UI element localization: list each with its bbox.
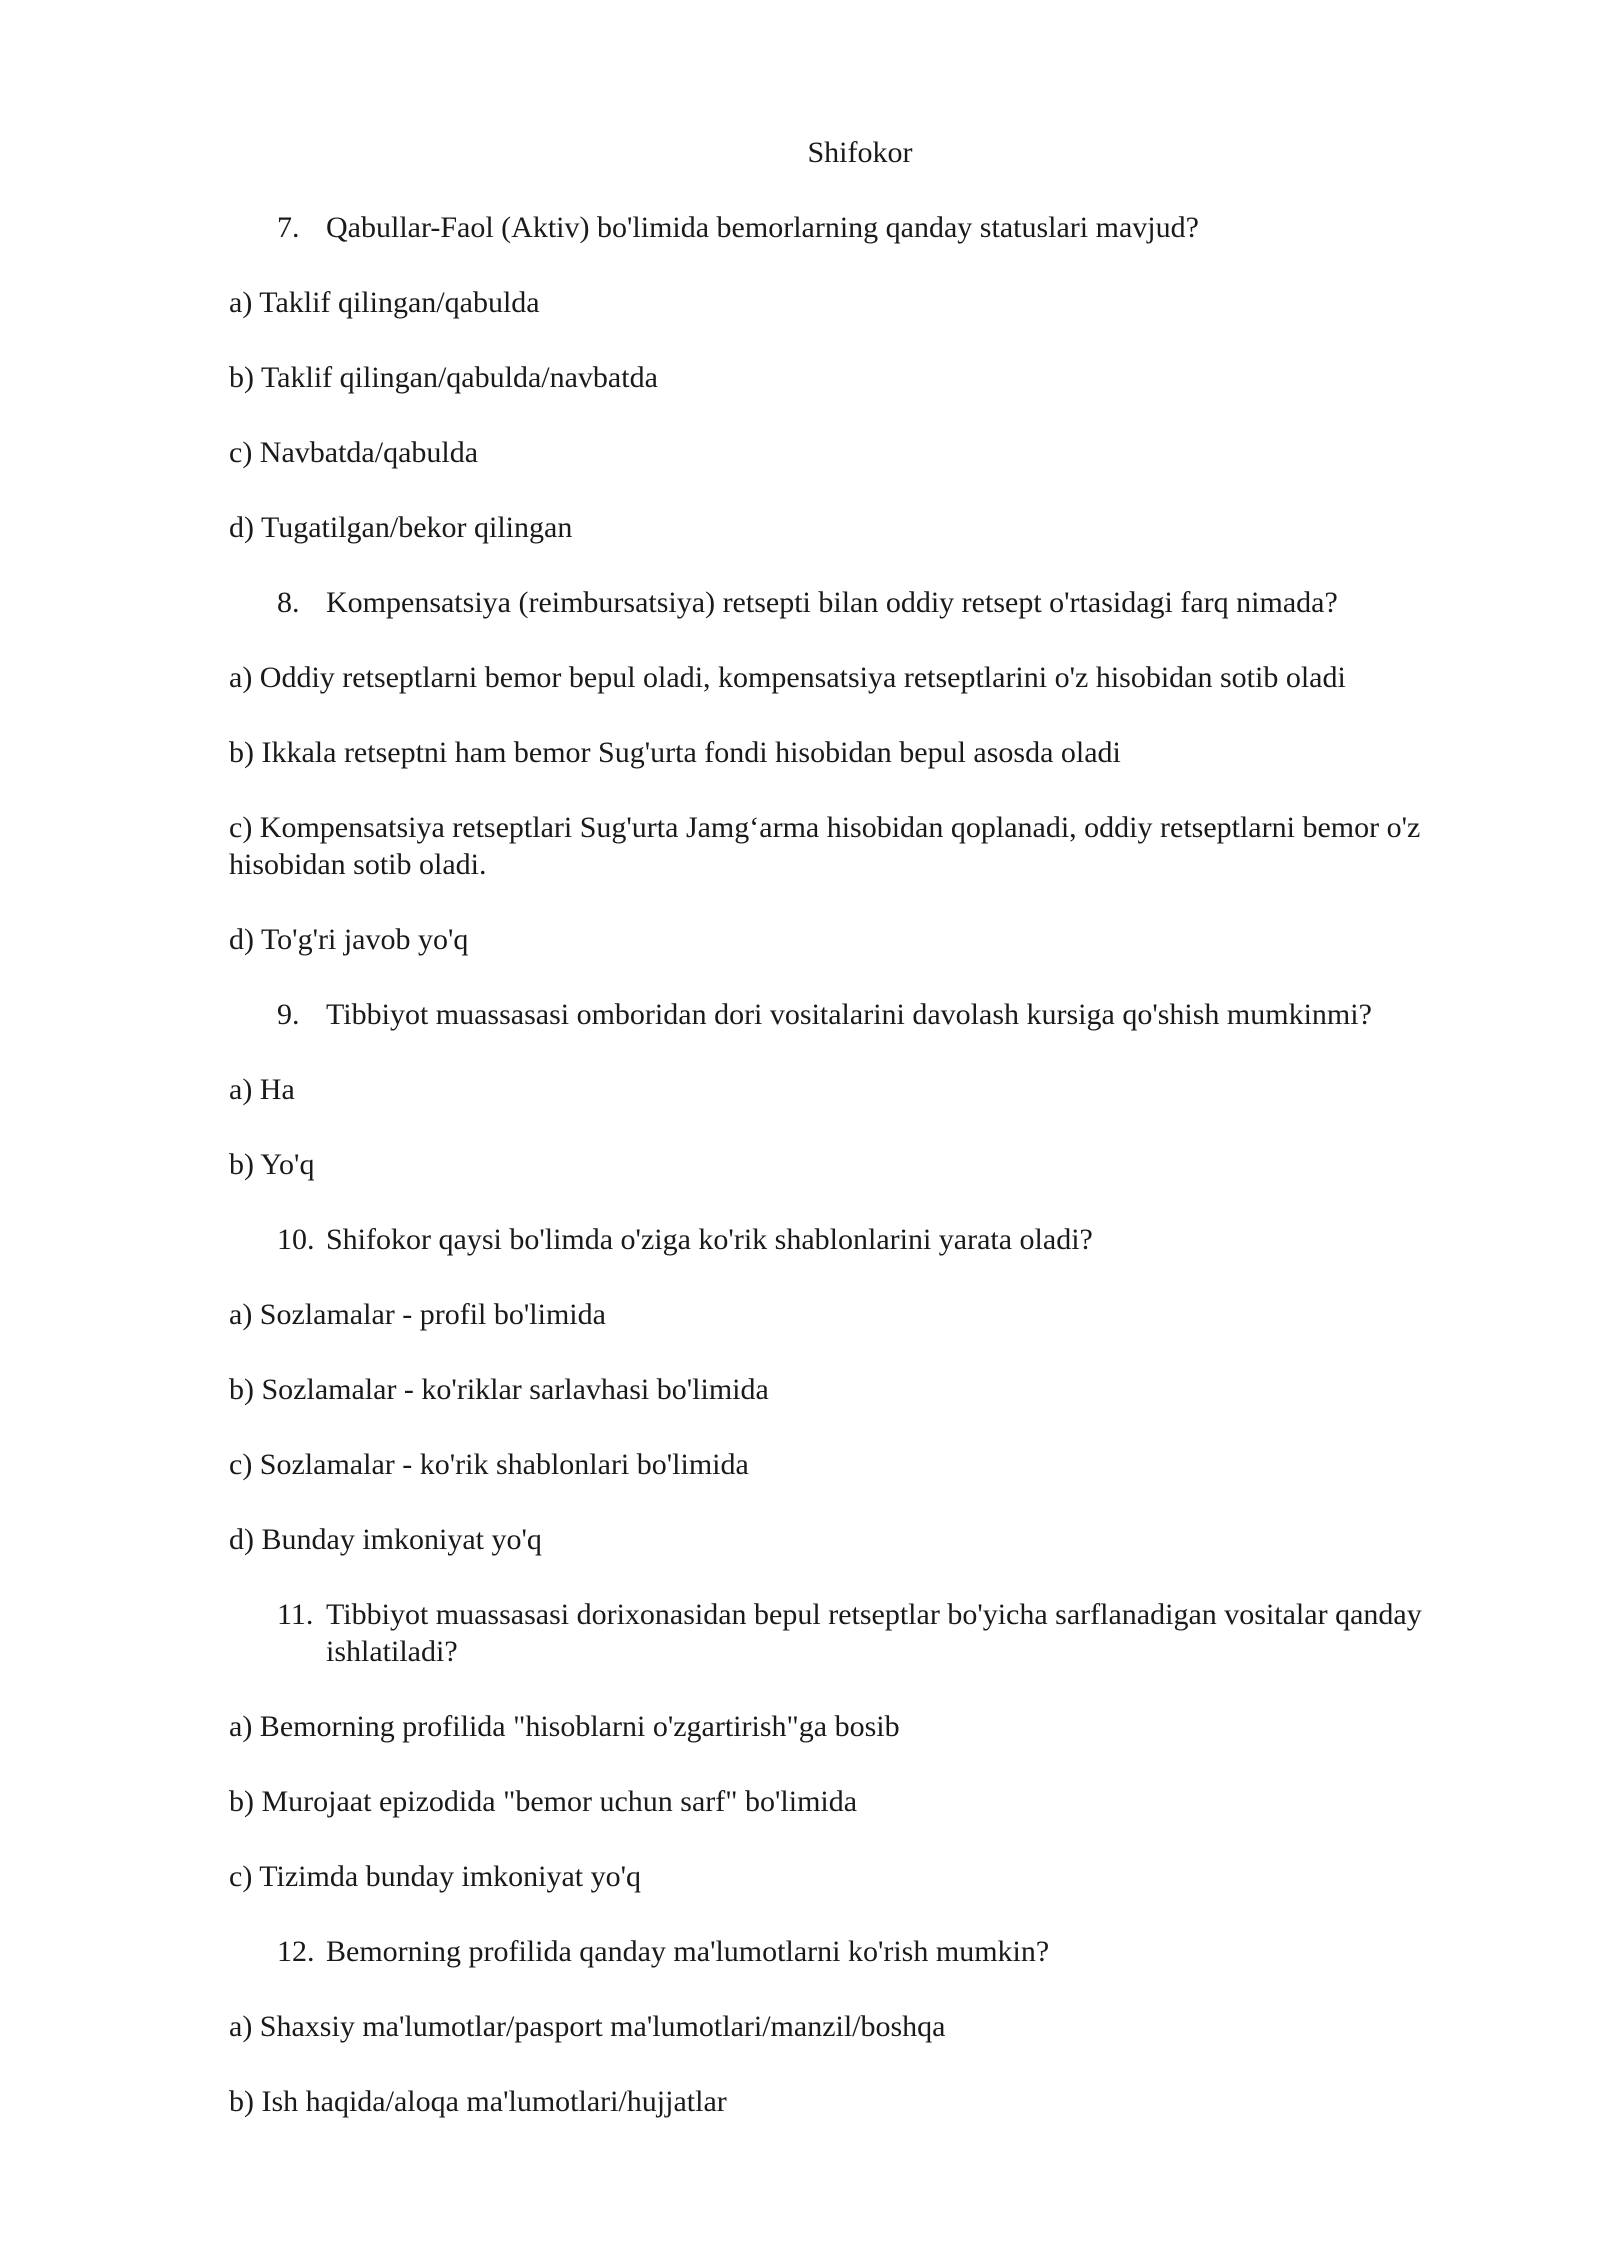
answer-7a: a) Taklif qilingan/qabulda <box>229 286 540 319</box>
answer-8a: a) Oddiy retseptlarni bemor bepul oladi, kompensatsiya retseptlarini o'z hisobidan sotib oladi <box>229 661 1346 694</box>
answer-11c: c) Tizimda bunday imkoniyat yo'q <box>229 1860 642 1893</box>
answer-7b: b) Taklif qilingan/qabulda/navbatda <box>229 361 658 394</box>
question-text: Tibbiyot muassasasi omboridan dori vositalarini davolash kursiga qo'shish mumkinmi? <box>326 998 1372 1031</box>
question-text: Kompensatsiya (reimbursatsiya) retsepti bilan oddiy retsept o'rtasidagi farq nimada? <box>326 586 1338 619</box>
question-11 <box>277 1596 1489 1670</box>
question-number: 8. <box>277 586 300 619</box>
question-12 <box>277 1933 1489 1970</box>
question-number: 10. <box>277 1223 315 1256</box>
question-number: 11. <box>277 1598 314 1631</box>
answer-8d: d) To'g'ri javob yo'q <box>229 923 469 956</box>
answer-7d: d) Tugatilgan/bekor qilingan <box>229 511 573 544</box>
answer-12b: b) Ish haqida/aloqa ma'lumotlari/hujjatlar <box>229 2085 727 2118</box>
question-number: 9. <box>277 998 300 1031</box>
answer-8b: b) Ikkala retseptni ham bemor Sug'urta fondi hisobidan bepul asosda oladi <box>229 736 1121 769</box>
question-7 <box>277 209 1489 246</box>
question-text: Qabullar-Faol (Aktiv) bo'limida bemorlarning qanday statuslari mavjud? <box>326 211 1199 244</box>
question-10 <box>277 1221 1489 1258</box>
question-text: Tibbiyot muassasasi dorixonasidan bepul retseptlar bo'yicha sarflanadigan vositalar qanday ishlatiladi? <box>326 1598 1422 1668</box>
document-content <box>229 209 1489 2158</box>
answer-9a: a) Ha <box>229 1073 295 1106</box>
answer-10d: d) Bunday imkoniyat yo'q <box>229 1523 542 1556</box>
question-number: 7. <box>277 211 300 244</box>
answer-12a: a) Shaxsiy ma'lumotlar/pasport ma'lumotlari/manzil/boshqa <box>229 2010 946 2043</box>
answer-10a: a) Sozlamalar - profil bo'limida <box>229 1298 606 1331</box>
answer-11b: b) Murojaat epizodida "bemor uchun sarf" bo'limida <box>229 1785 858 1818</box>
answer-7c: c) Navbatda/qabulda <box>229 436 479 469</box>
question-9 <box>277 996 1489 1033</box>
answer-9b: b) Yo'q <box>229 1148 315 1181</box>
question-text: Bemorning profilida qanday ma'lumotlarni ko'rish mumkin? <box>326 1935 1050 1968</box>
question-number: 12. <box>277 1935 315 1968</box>
answer-8c: c) Kompensatsiya retseptlari Sug'urta Jamg‘arma hisobidan qoplanadi, oddiy retseptlarni bemor o'z hisobidan sotib oladi. <box>229 811 1421 881</box>
answer-11a: a) Bemorning profilida "hisoblarni o'zgartirish"ga bosib <box>229 1710 900 1743</box>
document-title: Shifokor <box>807 136 913 169</box>
answer-10c: c) Sozlamalar - ko'rik shablonlari bo'limida <box>229 1448 749 1481</box>
answer-10b: b) Sozlamalar - ko'riklar sarlavhasi bo'limida <box>229 1373 769 1406</box>
question-8 <box>277 584 1489 621</box>
question-text: Shifokor qaysi bo'limda o'ziga ko'rik shablonlarini yarata oladi? <box>326 1223 1093 1256</box>
